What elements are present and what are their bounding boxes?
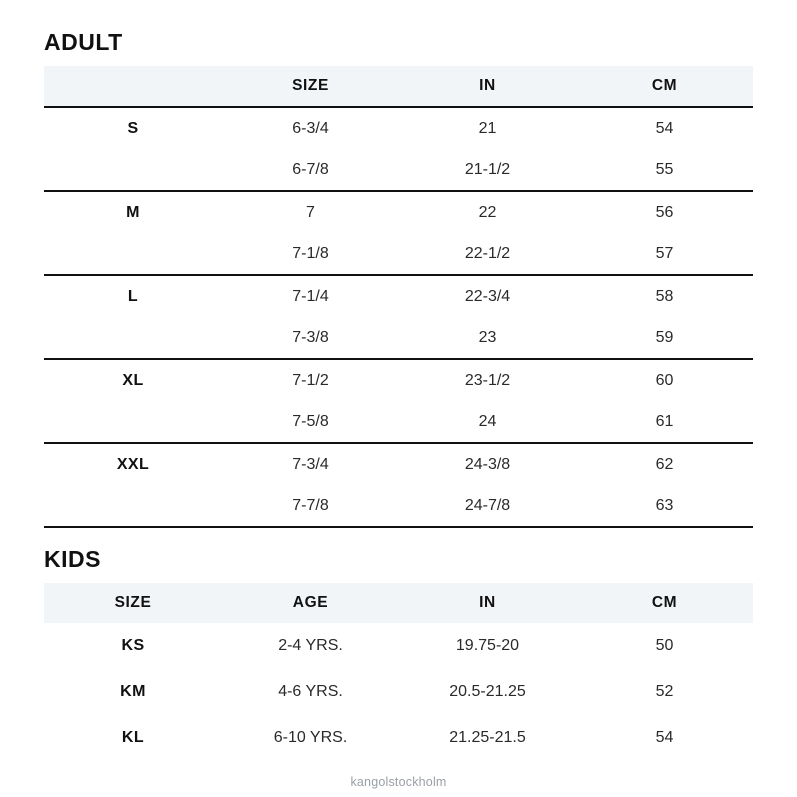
adult-table-header bbox=[44, 66, 753, 107]
kids-row-cm: 52 bbox=[655, 683, 674, 700]
adult-row-in: 22-3/4 bbox=[399, 275, 576, 317]
page-title-adult: ADULT bbox=[44, 29, 123, 55]
adult-row-in: 21 bbox=[399, 107, 576, 149]
kids-size-table bbox=[44, 583, 753, 761]
adult-row-size: 7-1/2 bbox=[222, 359, 399, 401]
table-row bbox=[44, 669, 753, 715]
kids-row-label: KM bbox=[120, 683, 146, 700]
adult-row-in: 23-1/2 bbox=[399, 359, 576, 401]
kids-header-size: SIZE bbox=[44, 583, 222, 623]
kids-row-cm: 50 bbox=[655, 637, 674, 654]
adult-row-size: 7-1/4 bbox=[222, 275, 399, 317]
adult-row-size: 7-5/8 bbox=[292, 412, 329, 430]
adult-row-label: M bbox=[44, 191, 222, 233]
adult-row-label: L bbox=[44, 275, 222, 317]
adult-row-cm: 62 bbox=[576, 443, 753, 485]
adult-row-size: 7-7/8 bbox=[222, 485, 399, 527]
kids-row-age: 6-10 YRS. bbox=[273, 729, 348, 746]
adult-row-in: 21-1/2 bbox=[464, 160, 511, 178]
kids-row-age: 2-4 YRS. bbox=[278, 637, 343, 654]
adult-row-cm: 59 bbox=[655, 328, 674, 346]
adult-row-cm: 61 bbox=[655, 412, 674, 430]
adult-row-cm: 54 bbox=[576, 107, 753, 149]
adult-row-label bbox=[44, 317, 222, 359]
adult-row-in: 22-1/2 bbox=[464, 244, 511, 262]
adult-row-in: 24 bbox=[478, 412, 497, 430]
adult-row-size: 7-1/8 bbox=[292, 244, 329, 262]
table-row bbox=[44, 715, 753, 761]
adult-row-label bbox=[44, 149, 222, 191]
table-header-row bbox=[44, 583, 753, 623]
adult-row-size: 7-3/8 bbox=[292, 328, 329, 346]
adult-row-label: XL bbox=[44, 359, 222, 401]
table-header-row bbox=[44, 66, 753, 107]
adult-header-size: SIZE bbox=[222, 66, 399, 107]
kids-header-in: IN bbox=[399, 583, 576, 623]
table-row bbox=[44, 107, 753, 149]
adult-row-label bbox=[44, 485, 222, 527]
table-row bbox=[44, 317, 753, 359]
table-row bbox=[44, 401, 753, 443]
kids-row-cm: 54 bbox=[655, 729, 674, 746]
table-row bbox=[44, 149, 753, 191]
adult-table-body bbox=[44, 107, 753, 527]
kids-header-age: AGE bbox=[222, 583, 399, 623]
adult-row-size: 6-7/8 bbox=[292, 160, 329, 178]
adult-header-blank bbox=[44, 66, 222, 107]
adult-row-in: 22 bbox=[399, 191, 576, 233]
adult-row-cm: 56 bbox=[576, 191, 753, 233]
table-row bbox=[44, 275, 753, 317]
page-title-kids: KIDS bbox=[44, 546, 101, 572]
table-row bbox=[44, 359, 753, 401]
adult-row-size: 7-3/4 bbox=[222, 443, 399, 485]
adult-row-in: 24-3/8 bbox=[399, 443, 576, 485]
adult-row-cm: 55 bbox=[655, 160, 674, 178]
adult-size-table bbox=[44, 66, 753, 528]
adult-row-cm: 63 bbox=[576, 485, 753, 527]
adult-row-label bbox=[44, 233, 222, 275]
table-row bbox=[44, 623, 753, 669]
table-row bbox=[44, 485, 753, 527]
adult-header-in: IN bbox=[399, 66, 576, 107]
kids-row-in: 20.5-21.25 bbox=[449, 683, 526, 700]
kids-row-in: 19.75-20 bbox=[455, 637, 520, 654]
adult-row-label: XXL bbox=[44, 443, 222, 485]
table-row bbox=[44, 443, 753, 485]
kids-row-label: KL bbox=[121, 729, 145, 746]
adult-row-in: 24-7/8 bbox=[399, 485, 576, 527]
kids-row-in: 21.25-21.5 bbox=[449, 729, 526, 746]
adult-row-cm: 57 bbox=[655, 244, 674, 262]
kids-table-body bbox=[44, 623, 753, 761]
adult-row-label: S bbox=[44, 107, 222, 149]
adult-row-size: 6-3/4 bbox=[222, 107, 399, 149]
adult-row-label bbox=[44, 401, 222, 443]
adult-row-in: 23 bbox=[478, 328, 497, 346]
adult-row-cm: 58 bbox=[576, 275, 753, 317]
adult-header-cm: CM bbox=[576, 66, 753, 107]
kids-row-age: 4-6 YRS. bbox=[278, 683, 343, 700]
table-row bbox=[44, 233, 753, 275]
kids-table-header bbox=[44, 583, 753, 623]
adult-row-cm: 60 bbox=[576, 359, 753, 401]
kids-row-label: KS bbox=[121, 637, 145, 654]
table-row bbox=[44, 191, 753, 233]
kids-header-cm: CM bbox=[576, 583, 753, 623]
adult-row-size: 7 bbox=[222, 191, 399, 233]
watermark: kangolstockholm bbox=[350, 775, 447, 789]
